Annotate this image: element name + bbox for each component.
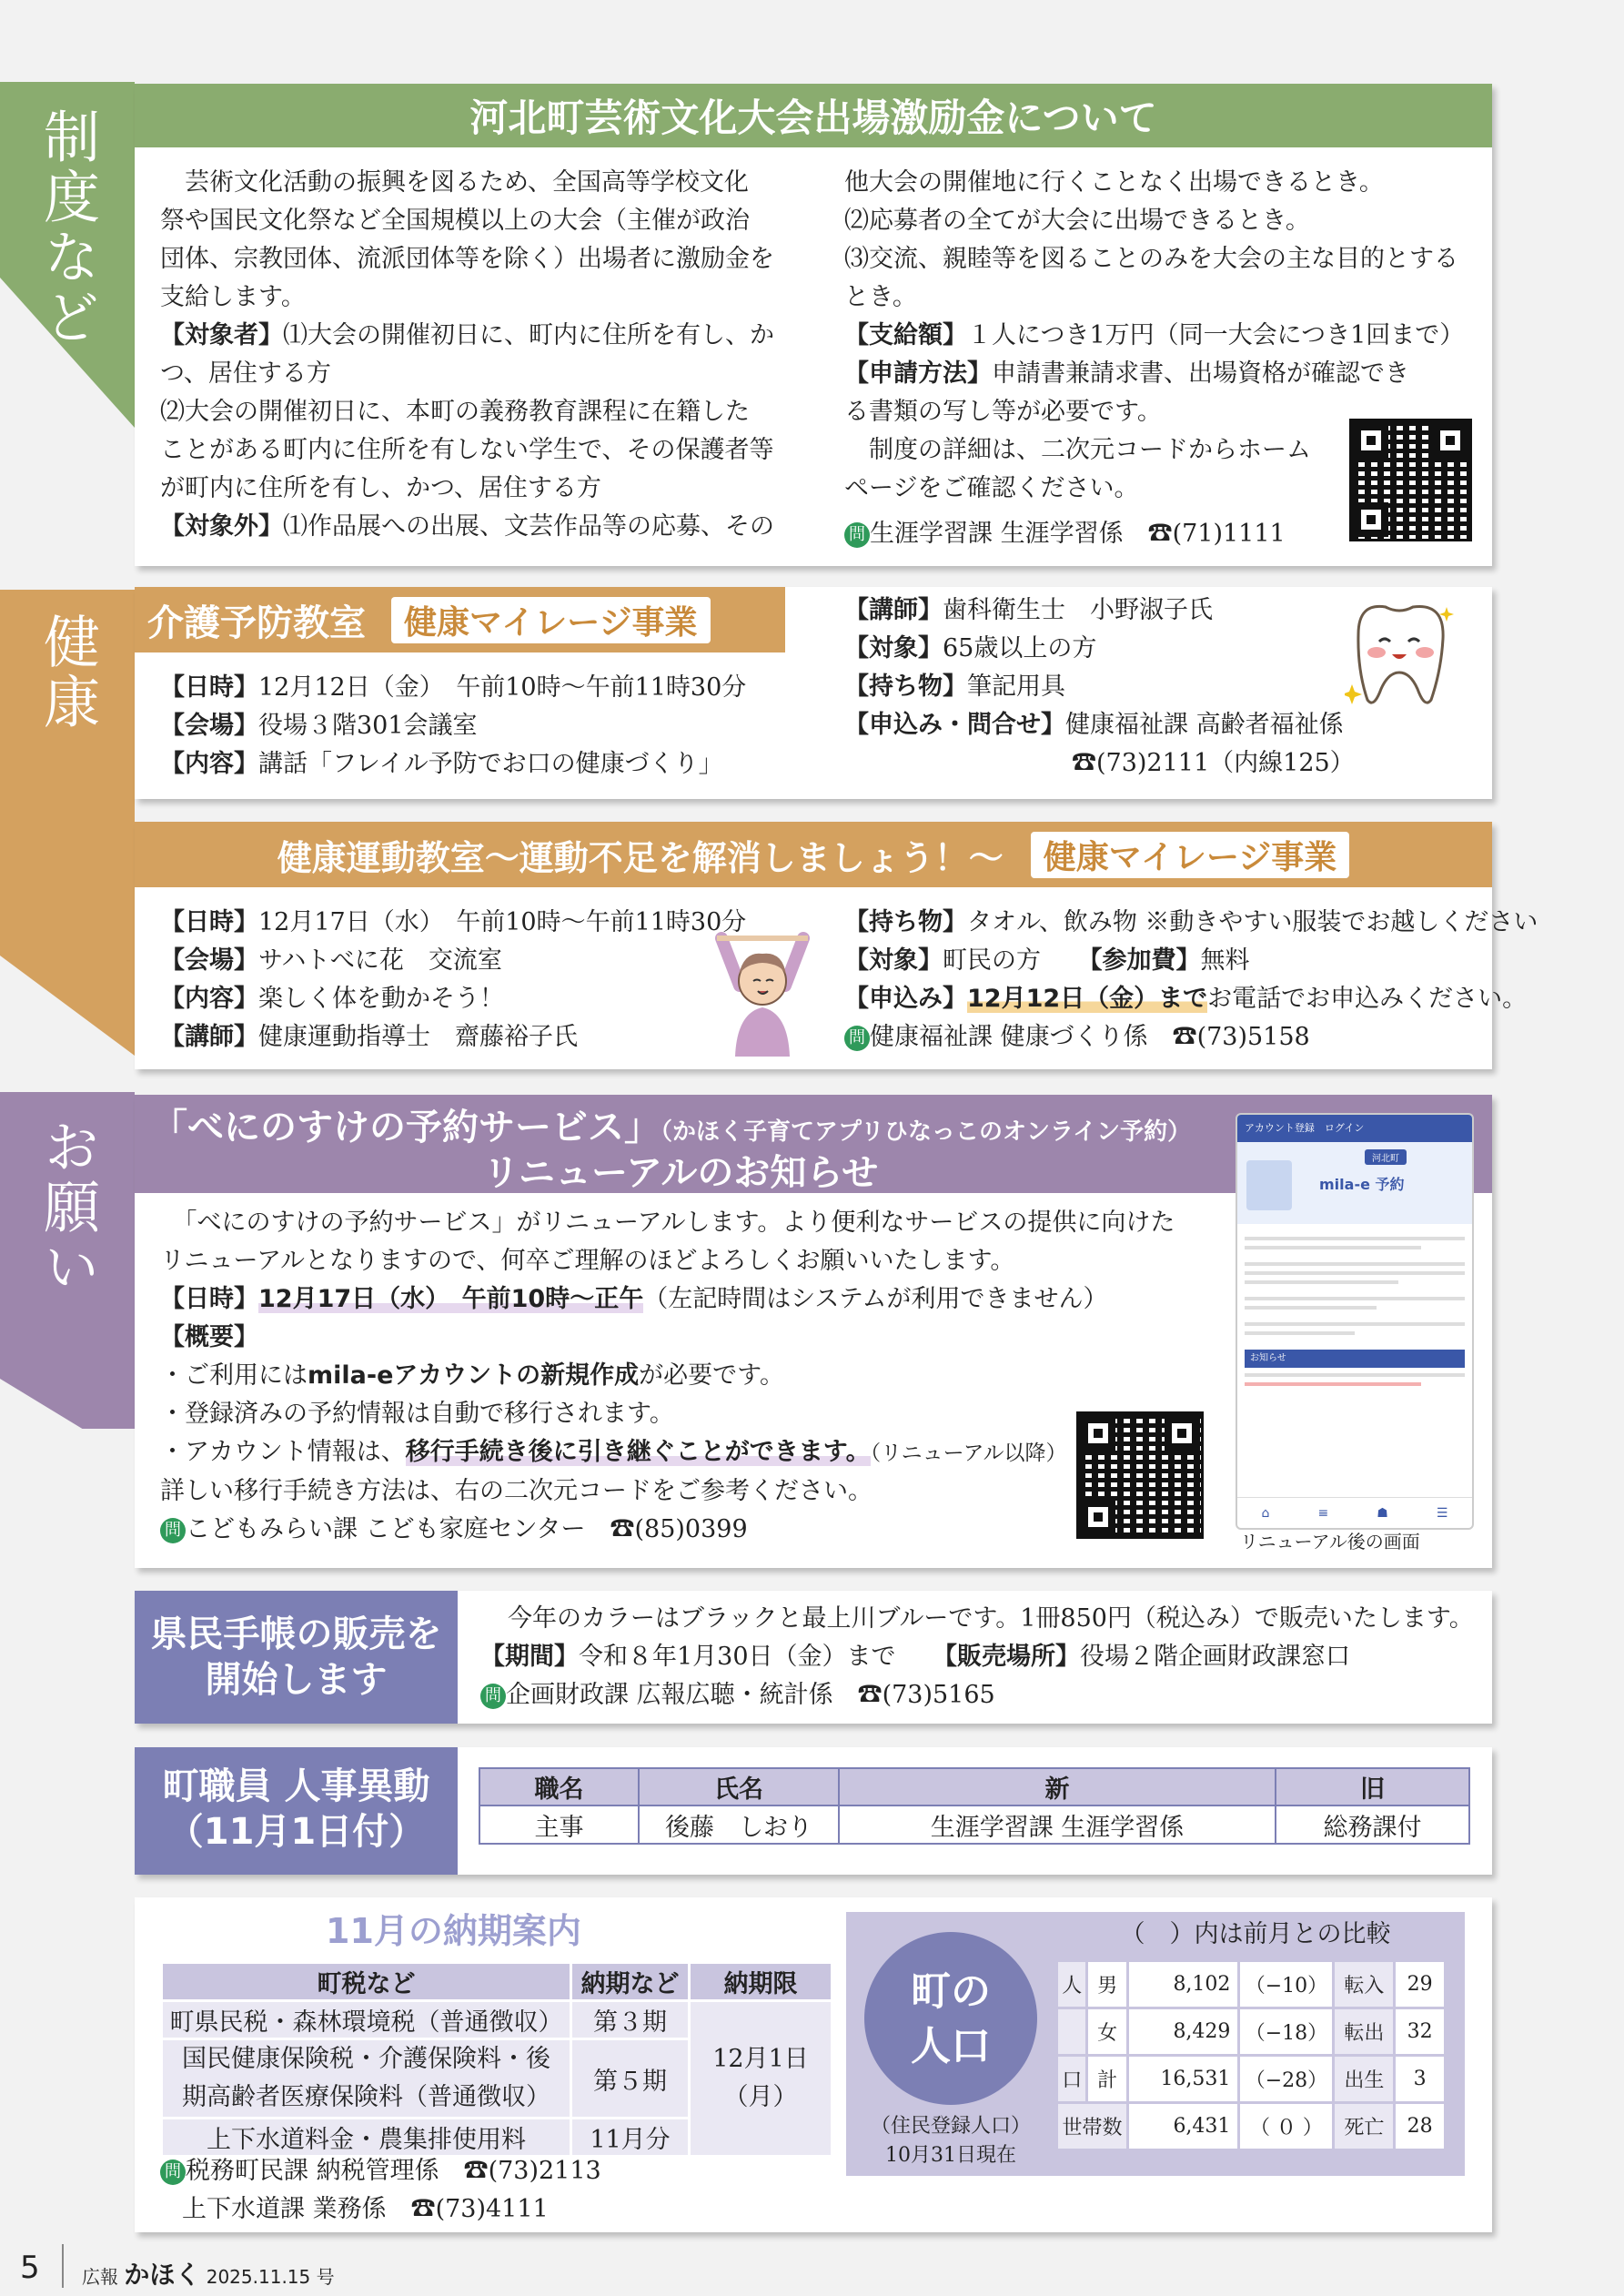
page-number: 5 bbox=[20, 2250, 40, 2286]
text-line: 他大会の開催地に行くことなく出場できるとき。 bbox=[844, 168, 1384, 197]
contact2: 上下水道課 業務係 ☎(73)4111 bbox=[182, 2195, 549, 2223]
noki-title: 11月の納期案内 bbox=[326, 1911, 581, 1951]
section-title: 町職員 人事異動 （11月1日付） bbox=[135, 1747, 458, 1875]
body-right bbox=[844, 904, 1538, 1018]
text-line: 【日時】12月17日（水） 午前10時～午前11時30分 bbox=[160, 908, 747, 936]
app-tabbar: ⌂ ≡ ☗ ☰ bbox=[1237, 1497, 1472, 1528]
tab-onegai: お願い bbox=[34, 1118, 101, 1298]
inquiry-icon: 問 bbox=[160, 1518, 186, 1543]
text-line: 【講師】歯科衛生士 小野淑子氏 bbox=[844, 596, 1213, 624]
contact1: 問 税務町民課 納税管理係 ☎(73)2113 bbox=[160, 2152, 601, 2190]
section-title-line1: 「べにのすけの予約サービス」（かほく子育てアプリひなっこのオンライン予約） bbox=[151, 1107, 1192, 1148]
text-line: 【内容】講話「フレイル予防でお口の健康づくり」 bbox=[160, 750, 723, 778]
text-line: 芸術文化活動の振興を図るため、全国高等学校文化 bbox=[160, 168, 749, 197]
text-line: 【申込み】12月12日（金）までお電話でお申込みください。 bbox=[844, 985, 1528, 1013]
footer-publication: 広報 かほく 2025.11.15 号 bbox=[82, 2260, 335, 2290]
app-header: アカウント登録 ログイン bbox=[1237, 1115, 1472, 1142]
text-line: 団体、宗教団体、流派団体等を除く）出場者に激励金を bbox=[160, 245, 774, 273]
population-row: 口 計 16,531 （−28） 出生 3 bbox=[1057, 2056, 1446, 2103]
inquiry-icon: 問 bbox=[160, 2159, 186, 2185]
body-left bbox=[160, 164, 774, 546]
text-line: ページをご確認ください。 bbox=[844, 474, 1139, 502]
card-kenmin-techo: 県民手帳の販売を開始します 今年のカラーはブラックと最上川ブルーです。1冊850円（税込み）で販売いたします。 【期間】令和８年1月30日（金）まで 【販売場所】役場２階企画財政課窓口 問 企画財政課 広報広聴・統計係 ☎(73)5165 bbox=[135, 1591, 1492, 1724]
text-line: 祭や国民文化祭など全国規模以上の大会（主催が政治 bbox=[160, 207, 750, 235]
population-row: 人 男 8,102 （−10） 転入 29 bbox=[1057, 1961, 1446, 2008]
text-line: ⑵大会の開催初日に、本町の義務教育課程に在籍した bbox=[160, 398, 750, 426]
section-title: 介護予防教室 健康マイレージ事業 bbox=[135, 587, 785, 652]
section-title: 河北町芸術文化大会出場激励金について bbox=[135, 84, 1492, 147]
population-row: 世帯数 6,431 （ ０ ） 死亡 28 bbox=[1057, 2103, 1446, 2150]
body-left bbox=[160, 669, 746, 784]
app-text-lines: お知らせ bbox=[1237, 1224, 1472, 1461]
text-line: 【対象外】⑴作品展への出展、文芸作品等の応募、その bbox=[160, 512, 774, 541]
app-hero: 河北町 mila-e 予約 bbox=[1237, 1142, 1472, 1224]
text-line: ことがある町内に住所を有しない学生で、その保護者等 bbox=[160, 436, 774, 464]
population-table bbox=[1055, 1959, 1447, 2151]
mileage-badge: 健康マイレージ事業 bbox=[391, 597, 711, 643]
text-line: ⑶交流、親睦等を図ることのみを大会の主な目的とする bbox=[844, 245, 1458, 273]
population-row: 女 8,429 （−18） 転出 32 bbox=[1057, 2008, 1446, 2056]
text-line: 【持ち物】筆記用具 bbox=[844, 673, 1065, 701]
text-line: 【対象者】⑴大会の開催初日に、町内に住所を有し、か bbox=[160, 321, 774, 349]
app-screenshot bbox=[1236, 1113, 1474, 1530]
card-arts-grant bbox=[135, 84, 1492, 566]
qr-code[interactable] bbox=[1349, 419, 1472, 541]
text-line: る書類の写し等が必要です。 bbox=[844, 398, 1162, 426]
contact: 問 健康福祉課 健康づくり係 ☎(73)5158 bbox=[844, 1018, 1310, 1057]
text-line: ☎(73)2111（内線125） bbox=[1072, 749, 1355, 777]
jinji-table: 職名 氏名 新 旧 主事 後藤 しおり 生涯学習課 生涯学習係 総務課付 bbox=[479, 1767, 1470, 1845]
text-line: 【対象】65歳以上の方 bbox=[844, 634, 1097, 663]
intro: 「べにのすけの予約サービス」がリニューアルします。より便利なサービスの提供に向けた リニューアルとなりますので、何卒ご理解のほどよろしくお願いいたします。 【日時】12月17日（水） 午前10時～正午（左記時間はシステムが利用できません） 【概要】 ・ご利用にはmila-eアカウントの新規作成が必要です。 ・登録済みの予約情報は自動で移行されます。 ・アカウント情報は、移行手続き後に引き継ぐことができます。（リニューアル以降） 詳しい移行手続き方法は、右の二次元コードをご参考ください。 問 こどもみらい課 こども家庭センター ☎(85)0399 bbox=[160, 1209, 1175, 1543]
exercise-woman-illustration bbox=[708, 931, 817, 1058]
population-circle: 町の人口 bbox=[864, 1932, 1037, 2105]
tooth-mascot-illustration bbox=[1345, 598, 1454, 712]
screenshot-caption: リニューアル後の画面 bbox=[1240, 1531, 1420, 1553]
contact: 問 生涯学習課 生涯学習係 ☎(71)1111 bbox=[844, 515, 1286, 553]
section-title-line2: リニューアルのお知らせ bbox=[482, 1152, 879, 1194]
text-line: 【申請方法】申請書兼請求書、出場資格が確認でき bbox=[844, 359, 1409, 388]
noki-table: 町税など 納期など 納期限 町県民税・森林環境税（普通徴収） 第３期 12月1日（月） 国民健康保険税・介護保険料・後期高齢者医療保険料（普通徴収） 第５期 上下水道料金・農集排使用料 11月分 bbox=[160, 1961, 833, 2158]
text-line: 【持ち物】タオル、飲み物 ※動きやすい服装でお越しください bbox=[844, 908, 1538, 936]
text-line: 【対象】町民の方 【参加費】無料 bbox=[844, 946, 1250, 975]
text-line: 【内容】楽しく体を動かそう！ bbox=[160, 985, 504, 1013]
mila-e-logo: mila-e 予約 bbox=[1319, 1176, 1405, 1193]
text-line: が町内に住所を有し、かつ、居住する方 bbox=[160, 474, 601, 502]
tab-seido: 制度など bbox=[34, 107, 101, 348]
tab-kenko: 健康 bbox=[34, 612, 101, 733]
text-line: つ、居住する方 bbox=[160, 359, 331, 388]
card-yoyaku bbox=[135, 1095, 1492, 1568]
card-kaigo bbox=[135, 587, 1492, 799]
body-left bbox=[160, 904, 746, 1057]
body-right bbox=[844, 592, 1355, 783]
text-line: 【申込み・問合せ】健康福祉課 高齢者福祉係 bbox=[844, 711, 1344, 739]
text-line: 支給します。 bbox=[160, 283, 306, 311]
footer-divider bbox=[62, 2244, 64, 2288]
mileage-badge: 健康マイレージ事業 bbox=[1031, 832, 1350, 878]
text-line: とき。 bbox=[844, 283, 917, 311]
card-undo bbox=[135, 822, 1538, 1069]
contact: 問 企画財政課 広報広聴・統計係 ☎(73)5165 bbox=[480, 1676, 995, 1714]
population-panel: 町の人口 （住民登録人口） 10月31日現在 （ ）内は前月との比較 人 男 8,102 （−10） 転入 29 女 8,429 （−18） 転出 32 口 計 16,531 （−28） 出生 3 世帯数 6,431 （ ０ ） 死亡 28 bbox=[846, 1912, 1465, 2176]
text-line: 【日時】12月12日（金） 午前10時～午前11時30分 bbox=[160, 673, 747, 702]
section-title: 健康運動教室～運動不足を解消しましょう！～ 健康マイレージ事業 bbox=[135, 822, 1492, 887]
text-line: 【支給額】１人につき1万円（同一大会につき1回まで） bbox=[844, 321, 1465, 349]
section-title: 県民手帳の販売を開始します bbox=[135, 1591, 458, 1724]
inquiry-icon: 問 bbox=[480, 1684, 506, 1709]
text-line: 制度の詳細は、二次元コードからホーム bbox=[844, 436, 1311, 464]
text-line: 【会場】役場３階301会議室 bbox=[160, 712, 478, 740]
text-line: 【講師】健康運動指導士 齋藤裕子氏 bbox=[160, 1023, 578, 1051]
qr-code[interactable] bbox=[1076, 1411, 1204, 1539]
card-jinji bbox=[135, 1747, 1492, 1875]
text-line: ⑵応募者の全てが大会に出場できるとき。 bbox=[844, 207, 1310, 235]
inquiry-icon: 問 bbox=[844, 522, 870, 548]
inquiry-icon: 問 bbox=[844, 1026, 870, 1051]
text-line: 【会場】サハトべに花 交流室 bbox=[160, 946, 502, 975]
card-noki-jinko bbox=[135, 1897, 1492, 2232]
